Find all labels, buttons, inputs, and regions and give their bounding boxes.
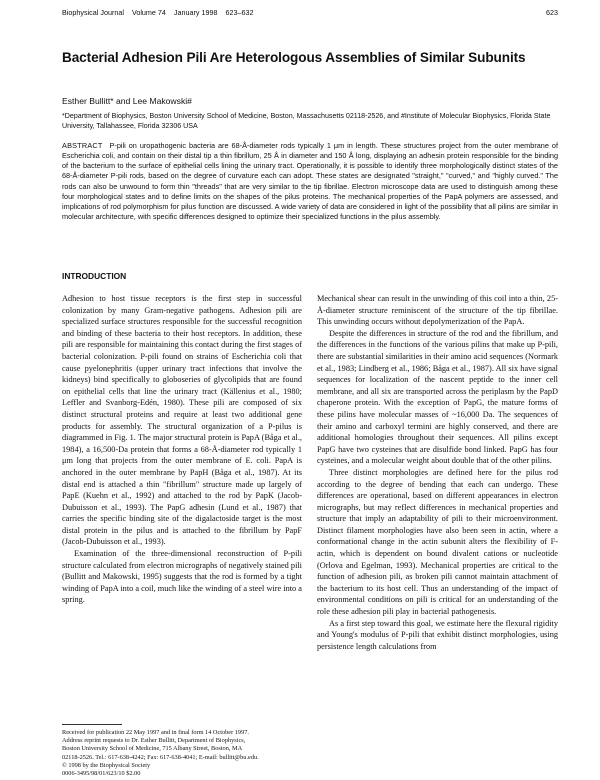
paragraph: As a first step toward this goal, we estimate here the flexural rigidity and Young's modulus of P-pili that exhibit distinct morphologies, using persistence length calculations from xyxy=(317,618,558,651)
page-number: 623 xyxy=(546,8,558,17)
page-range: 623–632 xyxy=(225,8,254,17)
paragraph: Three distinct morphologies are defined here for the pilus rod according to the degree of bending that each can undergo. These differences are operational, based on different appearances in electron micrographs, but may reflect differences in mechanical properties and structure that imply an adaptability of pili to their microenvironment. Distinct filament morphologies have also been seen in actin, where a conformational change in the actin subunit alters the flexibility of F-actin, which is dependent on bound divalent cations or nucleotide (Orlova and Egelman, 1993). Mechanical properties are critical to the function of adhesion pili, as broken pili cannot maintain attachment of the bacterium to its host cell. Thus an understanding of the impact of environmental conditions on pili is critical for an understanding of the role these adhesion pili play in bacterial pathogenesis. xyxy=(317,467,558,617)
volume: Volume 74 xyxy=(131,8,166,17)
abstract-text: P-pili on uropathogenic bacteria are 68-Å-diameter rods typically 1 μm in length. These structures project from the outer membrane of Escherichia coli, and contain on their distal tip a thin fibrillum, 25 Å in diameter and 150 Å long, displaying an adhesin protein responsible for the binding of the bacterium to the surface of epithelial cells lining the urinary tract. Operationally, it is possible to identify three morphologically distinct states of the 68-Å-diameter P-pili rods, based on the degree of curvature each can adopt. These states are designated "straight," "curved," and "highly curved." The rods can also be unwound to form thin "threads" that are very similar to the tip fibrillae. Electron microscope data are used to distinguish among these four morphological states and to define limits on the shapes of the pilus proteins. The mechanical properties of the PapA polymers are assessed, and implications of rod polymorphism for pilus function are discussed. A wide variety of data are considered in light of the possibility that all pilins are similar in molecular architecture, with specific differences designed to optimize their specialized functions in the pilus assembly. xyxy=(62,141,558,222)
footnote-address: Boston University School of Medicine, 715 Albany Street, Boston, MA xyxy=(62,745,243,753)
affiliations: *Department of Biophysics, Boston University School of Medicine, Boston, Massachusetts 02118-2526, and #Institute of Molecular Biophysics, Florida State University, Tallahassee, Florida 32306 USA xyxy=(62,112,551,130)
paragraph: Despite the differences in structure of the rod and the fibrillum, and the differences in the functions of the various pilins that make up P-pili, there are substantial similarities in their amino acid sequences (Normark et al., 1983; Lindberg et al., 1986; Båga et al., 1987). All six have signal sequences for localization of the nascent peptide to the inner cell membrane, and all six are transported across the periplasm by the PapD chaperone protein. With the exception of PapG, the mature forms of these pilins have molecular masses of ~16,000 Da. The sequences of their amino and carboxyl termini are highly conserved, and there are additional homologies throughout their sequences. All pilins except PapG have two cysteines that are disulfide bond linked. PapG has four cysteines, and a molecular weight about double that of the other pilins. xyxy=(317,328,558,466)
footnote-received: Received for publication 22 May 1997 and in final form 14 October 1997. xyxy=(62,729,249,736)
paragraph: Examination of the three-dimensional reconstruction of P-pili structure calculated from electron micrographs of negatively stained pili (Bullitt and Makowski, 1995) suggests that the rod is formed by a tight winding of PapA into a coil, much like the winding of a steel wire into a spring. xyxy=(62,549,302,605)
footnotes xyxy=(62,729,304,778)
footnote-copyright: © 1998 by the Biophysical Society xyxy=(62,761,151,769)
footnote-contact: 02118-2526. Tel.: 617-638-4242; Fax: 617-638-4041; E-mail: bullitt@bu.edu. xyxy=(62,753,259,761)
article-title: Bacterial Adhesion Pili Are Heterologous Assemblies of Similar Subunits xyxy=(62,50,526,65)
footnote-address: Address reprint requests to Dr. Esther Bullitt, Department of Biophysics, xyxy=(62,737,246,745)
issue-date: January 1998 xyxy=(173,8,218,17)
authors: Esther Bullitt* and Lee Makowski# xyxy=(62,96,192,106)
section-heading: INTRODUCTION xyxy=(62,271,127,281)
abstract-label: ABSTRACT xyxy=(62,141,103,150)
right-column xyxy=(317,293,558,652)
journal-name: Biophysical Journal xyxy=(62,8,124,17)
left-column xyxy=(62,293,302,606)
paragraph: Adhesion to host tissue receptors is the first step in successful colonization by many Gram-negative pathogens. Adhesion pili are specialized surface structures responsible for the successful recognition and binding of these bacteria to their host receptors. In addition, these pili are responsible for maintaining this contact during the first stages of bacterial colonization. P-pili found on strains of Escherichia coli that cause pyelonephritis (upper urinary tract infections that involve the kidneys) bind specifically to globoseries of glycolipids that are found on epithelial cells that line the urinary tract (Källenius et al., 1980; Leffler and Svanborg-Edén, 1980). These pili are composed of six distinct structural proteins and require at least two additional gene products for assembly. The structural organization of a P-pilus is diagrammed in Fig. 1. The major structural protein is PapA (Båga et al., 1984), a 16,500-Da protein that forms a 68-Å-diameter rod typically 1 μm long that projects from the outer membrane of E. coli. PapA is anchored in the outer membrane by PapH (Båga et al., 1987). At its distal end is attached a thin "fibrillum" structure made up largely of PapE (Kuehn et al., 1992) and attached to the rod by PapK (Jacob-Dubuisson et al., 1993). The PapG adhesin (Lund et al., 1987) that carries the specific binding site of the digalactoside target is the most distal protein in the pilus and is attached to the fibrillum by PapF (Jacob-Dubuisson et al., 1993). xyxy=(62,294,302,547)
running-head-left xyxy=(62,8,253,17)
footnote-divider xyxy=(62,724,122,725)
footnote-issn: 0006-3495/98/01/623/10 $2.00 xyxy=(62,770,141,778)
paragraph: Mechanical shear can result in the unwinding of this coil into a thin, 25-Å-diameter structure reminiscent of the structure of the tip fibrillae. This unwinding occurs without depolymerization of the PapA. xyxy=(317,294,558,327)
abstract xyxy=(62,141,558,222)
